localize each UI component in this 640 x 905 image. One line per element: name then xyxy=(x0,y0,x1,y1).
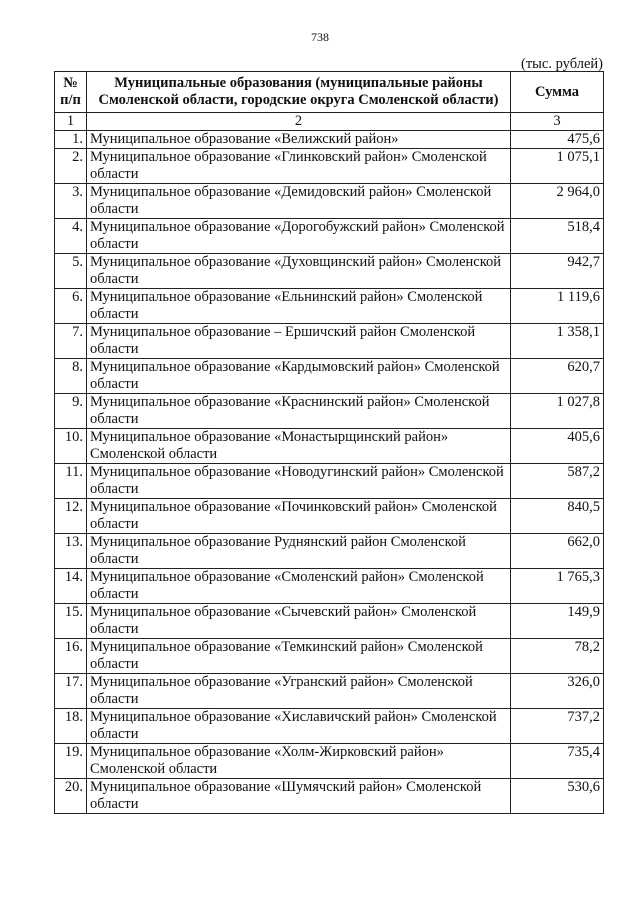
table-row xyxy=(55,569,604,604)
table-row xyxy=(55,254,604,289)
table-row xyxy=(55,604,604,639)
table-body xyxy=(55,131,604,814)
amount: 530,6 xyxy=(511,779,604,814)
table-row xyxy=(55,499,604,534)
municipality-name: Муниципальное образование «Глинковский район» Смоленской области xyxy=(87,149,511,184)
table-row xyxy=(55,359,604,394)
municipality-name: Муниципальное образование «Кардымовский район» Смоленской области xyxy=(87,359,511,394)
header-municipality xyxy=(87,72,511,113)
table-row xyxy=(55,534,604,569)
row-number: 3. xyxy=(55,184,87,219)
table-row xyxy=(55,219,604,254)
amount: 587,2 xyxy=(511,464,604,499)
table-row xyxy=(55,779,604,814)
page-number: 738 xyxy=(311,30,329,44)
table-row xyxy=(55,464,604,499)
row-number: 20. xyxy=(55,779,87,814)
header-sum: Сумма xyxy=(511,72,604,113)
amount: 1 358,1 xyxy=(511,324,604,359)
table-row xyxy=(55,131,604,149)
row-number: 14. xyxy=(55,569,87,604)
row-number: 7. xyxy=(55,324,87,359)
table-row xyxy=(55,289,604,324)
header-municipality-line1: Муниципальные образования (муниципальные районы xyxy=(114,75,483,91)
column-index-cell: 2 xyxy=(87,113,511,131)
row-number: 1. xyxy=(55,131,87,149)
row-number: 13. xyxy=(55,534,87,569)
municipality-name: Муниципальное образование «Демидовский район» Смоленской области xyxy=(87,184,511,219)
amount: 475,6 xyxy=(511,131,604,149)
municipality-name: Муниципальное образование «Новодугинский район» Смоленской области xyxy=(87,464,511,499)
row-number: 19. xyxy=(55,744,87,779)
table-row xyxy=(55,674,604,709)
row-number: 18. xyxy=(55,709,87,744)
header-number xyxy=(55,72,87,113)
municipality-name: Муниципальное образование «Сычевский район» Смоленской области xyxy=(87,604,511,639)
row-number: 9. xyxy=(55,394,87,429)
row-number: 12. xyxy=(55,499,87,534)
amount: 78,2 xyxy=(511,639,604,674)
row-number: 17. xyxy=(55,674,87,709)
row-number: 16. xyxy=(55,639,87,674)
amount: 1 027,8 xyxy=(511,394,604,429)
amount: 620,7 xyxy=(511,359,604,394)
municipality-name: Муниципальное образование «Ельнинский район» Смоленской области xyxy=(87,289,511,324)
municipality-name: Муниципальное образование «Угранский район» Смоленской области xyxy=(87,674,511,709)
municipality-name: Муниципальное образование «Шумячский район» Смоленской области xyxy=(87,779,511,814)
municipality-name: Муниципальное образование «Смоленский район» Смоленской области xyxy=(87,569,511,604)
header-number-line2: п/п xyxy=(60,92,81,108)
amount: 405,6 xyxy=(511,429,604,464)
amount: 737,2 xyxy=(511,709,604,744)
row-number: 11. xyxy=(55,464,87,499)
municipality-name: Муниципальное образование «Краснинский район» Смоленской области xyxy=(87,394,511,429)
budget-table xyxy=(54,71,604,814)
amount: 326,0 xyxy=(511,674,604,709)
row-number: 10. xyxy=(55,429,87,464)
column-index-cell: 1 xyxy=(55,113,87,131)
row-number: 8. xyxy=(55,359,87,394)
row-number: 15. xyxy=(55,604,87,639)
table-row xyxy=(55,184,604,219)
row-number: 2. xyxy=(55,149,87,184)
amount: 518,4 xyxy=(511,219,604,254)
table-row xyxy=(55,394,604,429)
table-row xyxy=(55,639,604,674)
municipality-name: Муниципальное образование «Починковский район» Смоленской области xyxy=(87,499,511,534)
amount: 2 964,0 xyxy=(511,184,604,219)
amount: 149,9 xyxy=(511,604,604,639)
amount: 942,7 xyxy=(511,254,604,289)
municipality-name: Муниципальное образование – Ершичский район Смоленской области xyxy=(87,324,511,359)
amount: 1 765,3 xyxy=(511,569,604,604)
table-row xyxy=(55,149,604,184)
row-number: 5. xyxy=(55,254,87,289)
amount: 1 075,1 xyxy=(511,149,604,184)
amount: 1 119,6 xyxy=(511,289,604,324)
header-number-line1: № xyxy=(63,75,78,91)
column-index-cell: 3 xyxy=(511,113,604,131)
municipality-name: Муниципальное образование «Хиславичский район» Смоленской области xyxy=(87,709,511,744)
units-label: (тыс. рублей) xyxy=(521,56,603,72)
table-header-row xyxy=(55,72,604,113)
table-row xyxy=(55,324,604,359)
municipality-name: Муниципальное образование «Духовщинский район» Смоленской области xyxy=(87,254,511,289)
header-municipality-line2: Смоленской области, городские округа Смоленской области) xyxy=(98,92,499,108)
row-number: 6. xyxy=(55,289,87,324)
municipality-name: Муниципальное образование «Велижский район» xyxy=(87,131,511,149)
amount: 662,0 xyxy=(511,534,604,569)
municipality-name: Муниципальное образование «Монастырщинский район» Смоленской области xyxy=(87,429,511,464)
column-index-row xyxy=(55,113,604,131)
table-row xyxy=(55,709,604,744)
municipality-name: Муниципальное образование «Холм-Жирковский район» Смоленской области xyxy=(87,744,511,779)
table-row xyxy=(55,744,604,779)
municipality-name: Муниципальное образование «Темкинский район» Смоленской области xyxy=(87,639,511,674)
municipality-name: Муниципальное образование Руднянский район Смоленской области xyxy=(87,534,511,569)
table-row xyxy=(55,429,604,464)
row-number: 4. xyxy=(55,219,87,254)
amount: 735,4 xyxy=(511,744,604,779)
municipality-name: Муниципальное образование «Дорогобужский район» Смоленской области xyxy=(87,219,511,254)
amount: 840,5 xyxy=(511,499,604,534)
